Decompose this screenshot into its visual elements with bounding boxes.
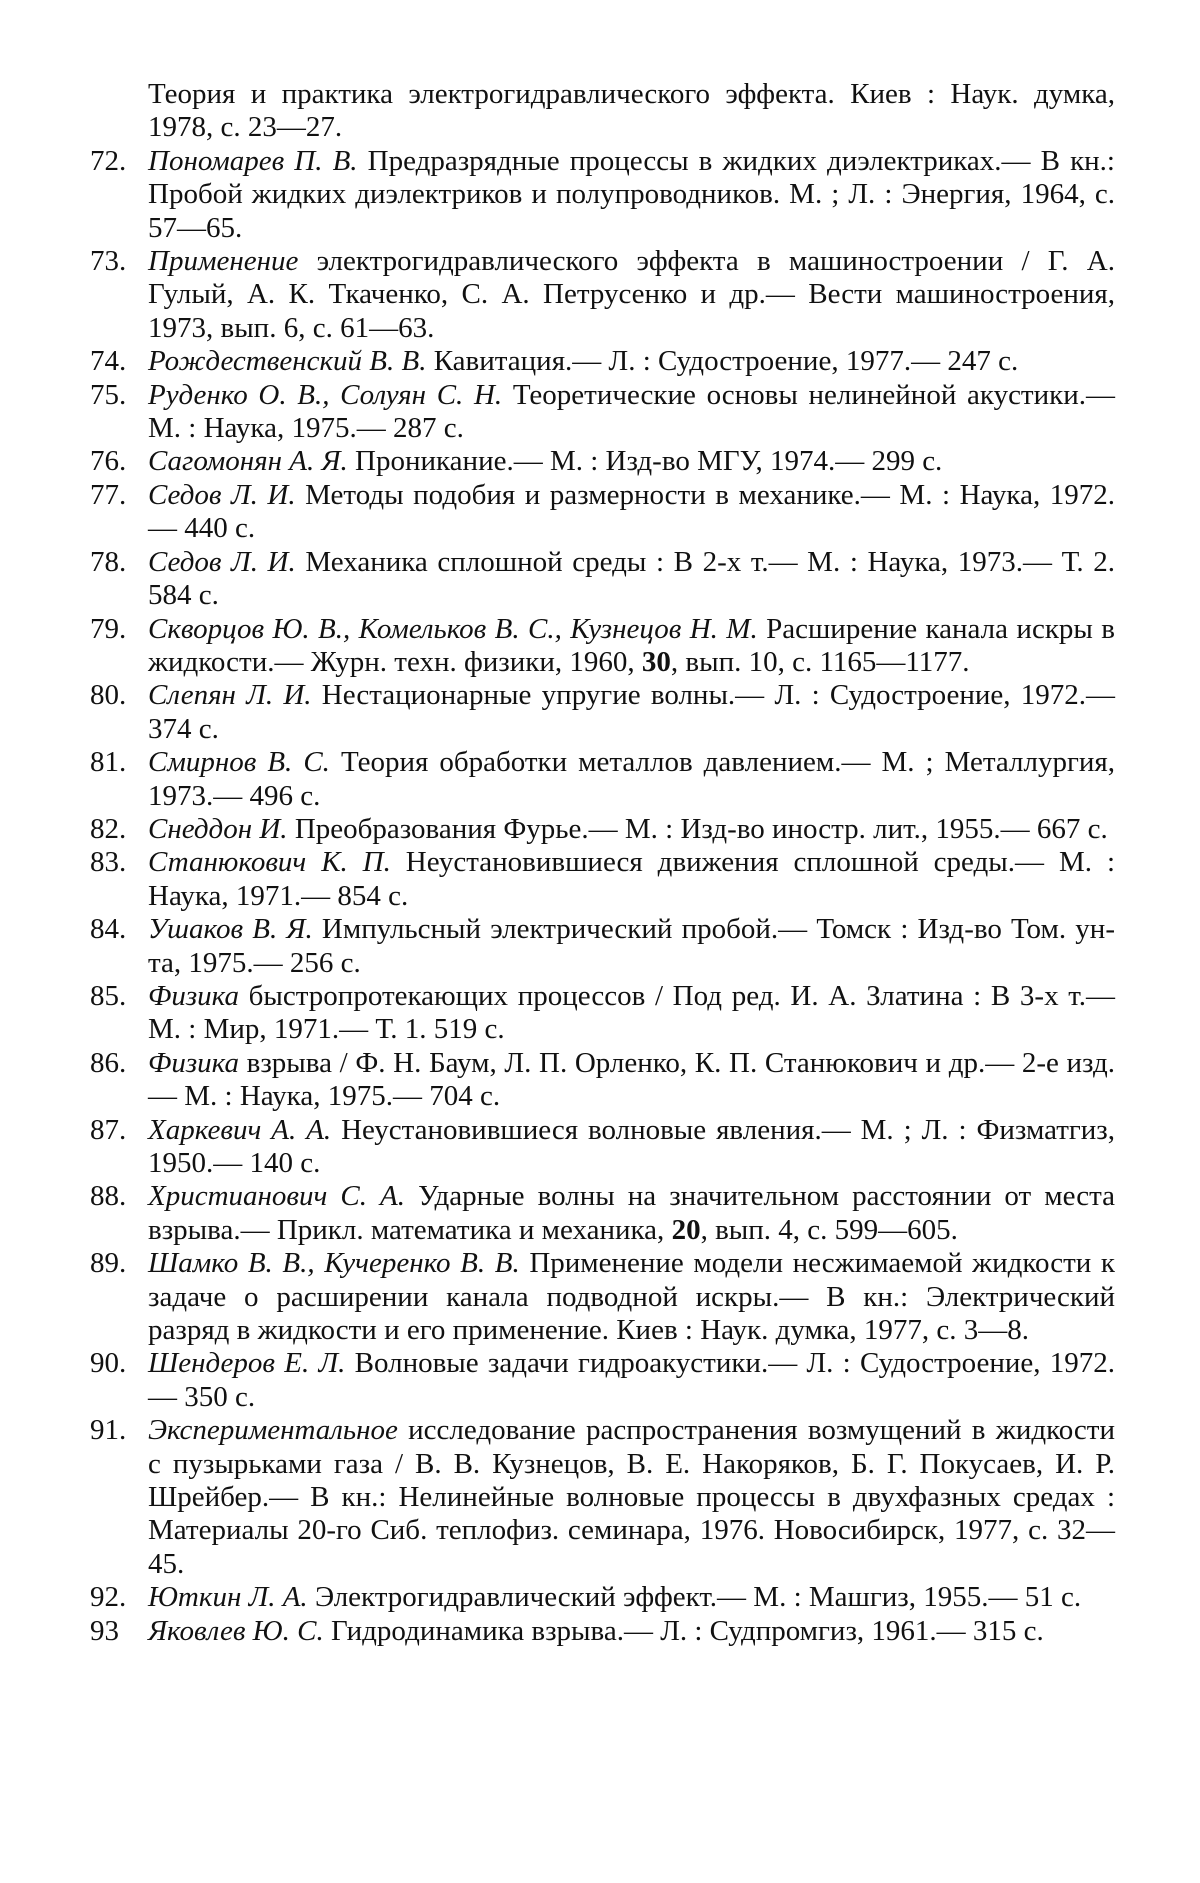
reference-number: 74. xyxy=(90,345,127,378)
reference-number: 87. xyxy=(90,1113,127,1146)
reference-authors: Сагомонян А. Я. xyxy=(148,445,348,478)
reference-text: Электрогидравлический эффект.— М. : Машгиз, 1955.— 51 с. xyxy=(307,1581,1082,1614)
reference-volume: 20 xyxy=(671,1213,701,1246)
reference-entry xyxy=(90,345,1115,378)
reference-volume: 30 xyxy=(641,645,671,678)
reference-text: Импульсный электрический пробой.— Томск : Изд-во Том. ун-та, 1975.— 256 с. xyxy=(148,913,1115,979)
reference-authors: Станюкович К. П. xyxy=(148,846,391,879)
reference-number: 88. xyxy=(90,1180,127,1213)
reference-entry xyxy=(90,546,1115,613)
reference-authors: Юткин Л. А. xyxy=(148,1581,308,1614)
reference-text: Неустановившиеся волновые явления.— М. ; Л. : Физматгиз, 1950.— 140 с. xyxy=(148,1113,1116,1179)
reference-entry xyxy=(90,1581,1115,1614)
reference-authors: Харкевич А. А. xyxy=(148,1113,332,1146)
reference-authors: Шендеров Е. Л. xyxy=(148,1347,346,1380)
reference-entry xyxy=(90,1347,1115,1414)
reference-text: электрогидравлического эффекта в машиностроении / Г. А. Гулый, А. К. Ткаченко, С. А. Петрусенко и др.— Вести машиностроения, 1973, вып. 6, с. 61—63. xyxy=(148,245,1115,344)
reference-text: Проникание.— М. : Изд-во МГУ, 1974.— 299 с. xyxy=(347,445,943,478)
reference-number: 89. xyxy=(90,1247,127,1280)
reference-number: 76. xyxy=(90,445,127,478)
reference-text: Нестационарные упругие волны.— Л. : Судостроение, 1972.— 374 с. xyxy=(148,679,1115,745)
reference-entry xyxy=(90,78,1115,145)
reference-list xyxy=(90,78,1115,1648)
reference-authors: Смирнов В. С. xyxy=(148,746,330,779)
reference-entry xyxy=(90,1047,1115,1114)
reference-entry xyxy=(90,679,1115,746)
reference-entry xyxy=(90,1414,1115,1581)
reference-number: 90. xyxy=(90,1347,127,1380)
reference-text: Предразрядные процессы в жидких диэлектриках.— В кн.: Пробой жидких диэлектриков и полупроводников. М. ; Л. : Энергия, 1964, с. 57—65. xyxy=(148,144,1115,244)
reference-authors: Скворцов Ю. В., Комельков В. С., Кузнецов Н. М. xyxy=(148,612,758,645)
reference-number: 91. xyxy=(90,1414,127,1447)
reference-text: Теория обработки металлов давлением.— М. ; Металлургия, 1973.— 496 с. xyxy=(148,746,1115,812)
reference-text: Механика сплошной среды : В 2-х т.— М. : Наука, 1973.— Т. 2. 584 с. xyxy=(148,545,1115,612)
reference-authors: Физика xyxy=(148,979,239,1012)
reference-text: Неустановившиеся движения сплошной среды.— М. : Наука, 1971.— 854 с. xyxy=(148,846,1115,912)
reference-text: взрыва / Ф. Н. Баум, Л. П. Орленко, К. П. Станюкович и др.— 2-е изд.— М. : Наука, 1975.— 704 с. xyxy=(148,1046,1115,1113)
reference-authors: Пономарев П. В. xyxy=(148,144,358,177)
reference-entry xyxy=(90,980,1115,1047)
reference-authors: Руденко О. В., Солуян С. Н. xyxy=(148,378,503,411)
reference-authors: Яковлев Ю. С. xyxy=(148,1614,324,1647)
reference-text: Кавитация.— Л. : Судостроение, 1977.— 247 с. xyxy=(426,345,1019,378)
reference-authors: Ушаков В. Я. xyxy=(148,913,313,946)
reference-entry xyxy=(90,613,1115,680)
reference-text: исследование распространения возмущений в жидкости с пузырьками газа / В. В. Кузнецов, В. Е. Накоряков, Б. Г. Покусаев, И. Р. Шрейбер.— В кн.: Нелинейные волновые процессы в двухфазных средах : Материалы 20-го Сиб. теплофиз. семинара, 1976. Новосибирск, 1977, с. 32—45. xyxy=(148,1414,1115,1580)
reference-entry xyxy=(90,913,1115,980)
reference-number: 78. xyxy=(90,545,127,578)
reference-text: Волновые задачи гидроакустики.— Л. : Судостроение, 1972.— 350 с. xyxy=(148,1347,1116,1413)
reference-text: Ударные волны на значительном расстоянии от места взрыва.— Прикл. математика и механика, xyxy=(148,1180,1115,1246)
reference-number: 79. xyxy=(90,612,127,645)
reference-number: 72. xyxy=(90,144,127,177)
reference-number: 73. xyxy=(90,245,127,278)
reference-number: 85. xyxy=(90,979,127,1012)
reference-number: 93 xyxy=(90,1614,119,1647)
reference-entry xyxy=(90,479,1115,546)
reference-authors: Седов Л. И. xyxy=(148,478,296,511)
reference-entry xyxy=(90,846,1115,913)
reference-entry xyxy=(90,379,1115,446)
reference-number: 75. xyxy=(90,378,127,411)
reference-text: Теория и практика электрогидравлического эффекта. Киев : Наук. думка, 1978, с. 23—27. xyxy=(148,78,1115,144)
reference-entry xyxy=(90,813,1115,846)
reference-entry xyxy=(90,245,1115,345)
reference-authors: Экспериментальное xyxy=(148,1414,398,1447)
reference-entry xyxy=(90,1247,1115,1347)
reference-entry xyxy=(90,1615,1115,1648)
reference-authors: Седов Л. И. xyxy=(148,545,296,578)
reference-entry xyxy=(90,145,1115,245)
reference-entry xyxy=(90,445,1115,478)
reference-number: 86. xyxy=(90,1046,127,1079)
reference-text-continued: , вып. 4, с. 599—605. xyxy=(700,1213,958,1246)
reference-text: Теоретические основы нелинейной акустики.— М. : Наука, 1975.— 287 с. xyxy=(148,378,1115,445)
reference-authors: Применение xyxy=(148,245,299,278)
reference-authors: Христианович С. А. xyxy=(148,1180,406,1213)
reference-text: Применение модели несжимаемой жидкости к задаче о расширении канала подводной искры.— В кн.: Электрический разряд в жидкости и его применение. Киев : Наук. думка, 1977, с. 3—8. xyxy=(148,1247,1115,1347)
reference-entry xyxy=(90,746,1115,813)
reference-text: Гидродинамика взрыва.— Л. : Судпромгиз, 1961.— 315 с. xyxy=(323,1614,1044,1647)
reference-text: Методы подобия и размерности в механике.— М. : Наука, 1972.— 440 с. xyxy=(148,478,1115,545)
reference-text: Расширение канала искры в жидкости.— Журн. техн. физики, 1960, xyxy=(148,612,1115,678)
reference-number: 80. xyxy=(90,679,127,712)
reference-number: 92. xyxy=(90,1581,127,1614)
reference-number: 77. xyxy=(90,478,127,511)
reference-authors: Шамко В. В., Кучеренко В. В. xyxy=(148,1247,520,1280)
reference-authors: Рождественский В. В. xyxy=(148,345,427,378)
reference-authors: Снеддон И. xyxy=(148,812,288,845)
reference-number: 84. xyxy=(90,913,127,946)
reference-authors: Физика xyxy=(148,1046,239,1079)
reference-number: 83. xyxy=(90,846,127,879)
reference-entry xyxy=(90,1114,1115,1181)
reference-text: быстропротекающих процессов / Под ред. И. А. Златина : В 3-х т.— М. : Мир, 1971.— Т. 1. 519 с. xyxy=(148,979,1115,1046)
reference-entry xyxy=(90,1180,1115,1247)
reference-number: 81. xyxy=(90,746,127,779)
reference-authors: Слепян Л. И. xyxy=(148,679,312,712)
reference-text: Преобразования Фурье.— М. : Изд-во иностр. лит., 1955.— 667 с. xyxy=(287,812,1108,845)
reference-number: 82. xyxy=(90,812,127,845)
reference-text-continued: , вып. 10, с. 1165—1177. xyxy=(670,645,970,678)
